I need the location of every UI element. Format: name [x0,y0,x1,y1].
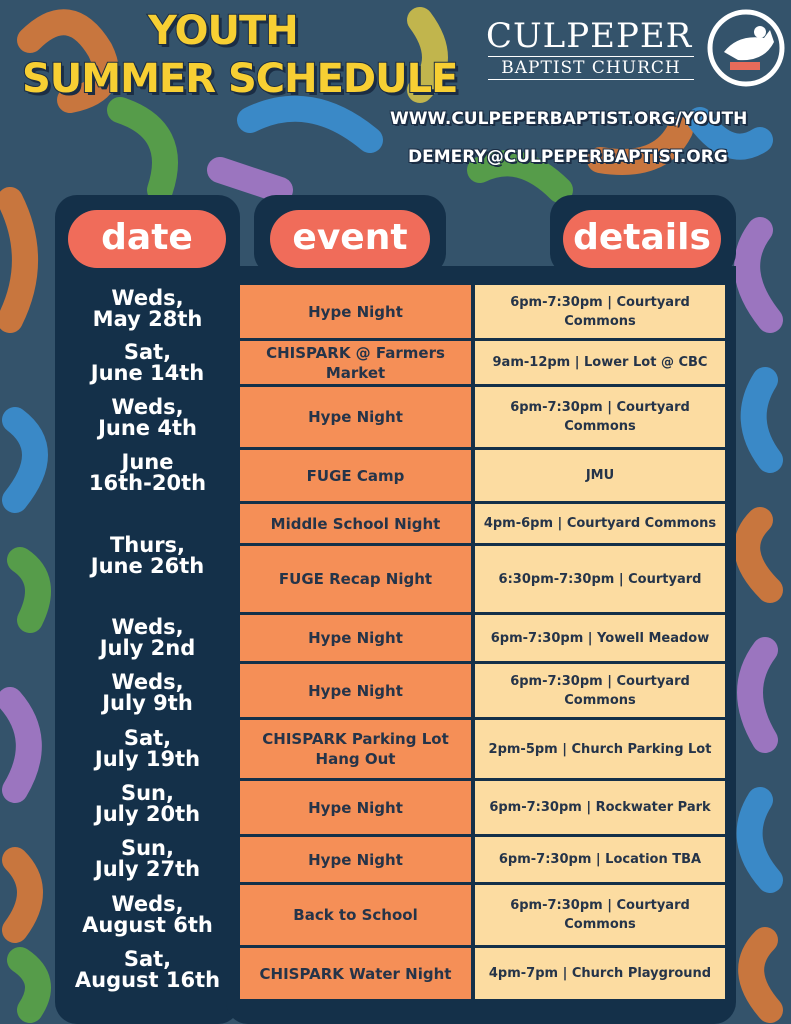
details-cell: 9am-12pm | Lower Lot @ CBC [475,341,725,384]
date-day-date: July 9th [102,691,193,715]
date-label [55,535,240,577]
church-logo-icon [706,8,786,88]
date-day: Weds, [111,670,184,694]
title-line-1: YOUTH [148,8,298,54]
date-day: Weds, [111,395,184,419]
date-day: Weds, [111,892,184,916]
details-cell: 6pm-7:30pm | Courtyard Commons [475,285,725,338]
details-cell: 6pm-7:30pm | Courtyard Commons [475,885,725,945]
details-cell: 2pm-5pm | Church Parking Lot [475,720,725,778]
date-label [55,288,240,330]
date-day-date: August 6th [82,913,213,937]
date-label [55,397,240,439]
details-cell: 4pm-6pm | Courtyard Commons [475,504,725,543]
date-day-date: July 20th [94,802,201,826]
details-cell: 6pm-7:30pm | Rockwater Park [475,781,725,834]
date-day-date: July 2nd [99,636,196,660]
date-day-date: May 28th [92,307,203,331]
event-cell: Back to School [240,885,471,945]
event-cell: Hype Night [240,781,471,834]
event-cell: Hype Night [240,615,471,661]
date-label [55,342,240,384]
event-cell: Hype Night [240,387,471,447]
details-cell: 6pm-7:30pm | Courtyard Commons [475,387,725,447]
date-label [55,949,240,991]
org-name: CULPEPER [486,16,693,56]
date-label [55,728,240,770]
date-day-date: August 16th [74,968,221,992]
date-day: Thurs, [109,533,186,557]
details-cell: 6pm-7:30pm | Location TBA [475,837,725,882]
event-cell: CHISPARK @ Farmers Market [240,341,471,384]
event-cell: Hype Night [240,837,471,882]
date-label [55,672,240,714]
date-day: Sat, [123,726,172,750]
org-subtitle: BAPTIST CHURCH [488,56,694,80]
event-cell: Middle School Night [240,504,471,543]
event-cell: FUGE Recap Night [240,546,471,612]
date-label [55,452,240,494]
date-label [55,617,240,659]
date-day: Sun, [120,781,174,805]
date-day: Sun, [120,836,174,860]
title-line-2: SUMMER SCHEDULE [22,56,458,102]
event-cell: FUGE Camp [240,450,471,501]
date-day: Weds, [111,286,184,310]
website-link[interactable]: WWW.CULPEPERBAPTIST.ORG/YOUTH [390,109,748,129]
event-cell: Hype Night [240,285,471,338]
date-day-date: 16th-20th [88,471,207,495]
date-day-date: July 19th [94,747,201,771]
details-cell: 6pm-7:30pm | Courtyard Commons [475,664,725,717]
date-label [55,783,240,825]
details-column-header: details [563,210,721,268]
date-label [55,838,240,880]
details-cell: JMU [475,450,725,501]
date-day: Sat, [123,947,172,971]
event-cell: CHISPARK Water Night [240,948,471,999]
event-cell: CHISPARK Parking Lot Hang Out [240,720,471,778]
date-day-date: July 27th [94,857,201,881]
email-link[interactable]: DEMERY@CULPEPERBAPTIST.ORG [408,147,728,167]
details-cell: 6:30pm-7:30pm | Courtyard [475,546,725,612]
date-day-date: June 4th [98,416,197,440]
details-cell: 6pm-7:30pm | Yowell Meadow [475,615,725,661]
date-day-date: June 26th [90,554,205,578]
date-day-date: June 14th [90,361,205,385]
date-day: Weds, [111,615,184,639]
event-cell: Hype Night [240,664,471,717]
details-cell: 4pm-7pm | Church Playground [475,948,725,999]
date-day: June [121,450,174,474]
date-column-header: date [68,210,226,268]
event-column-header: event [270,210,430,268]
date-label [55,894,240,936]
date-day: Sat, [123,340,172,364]
